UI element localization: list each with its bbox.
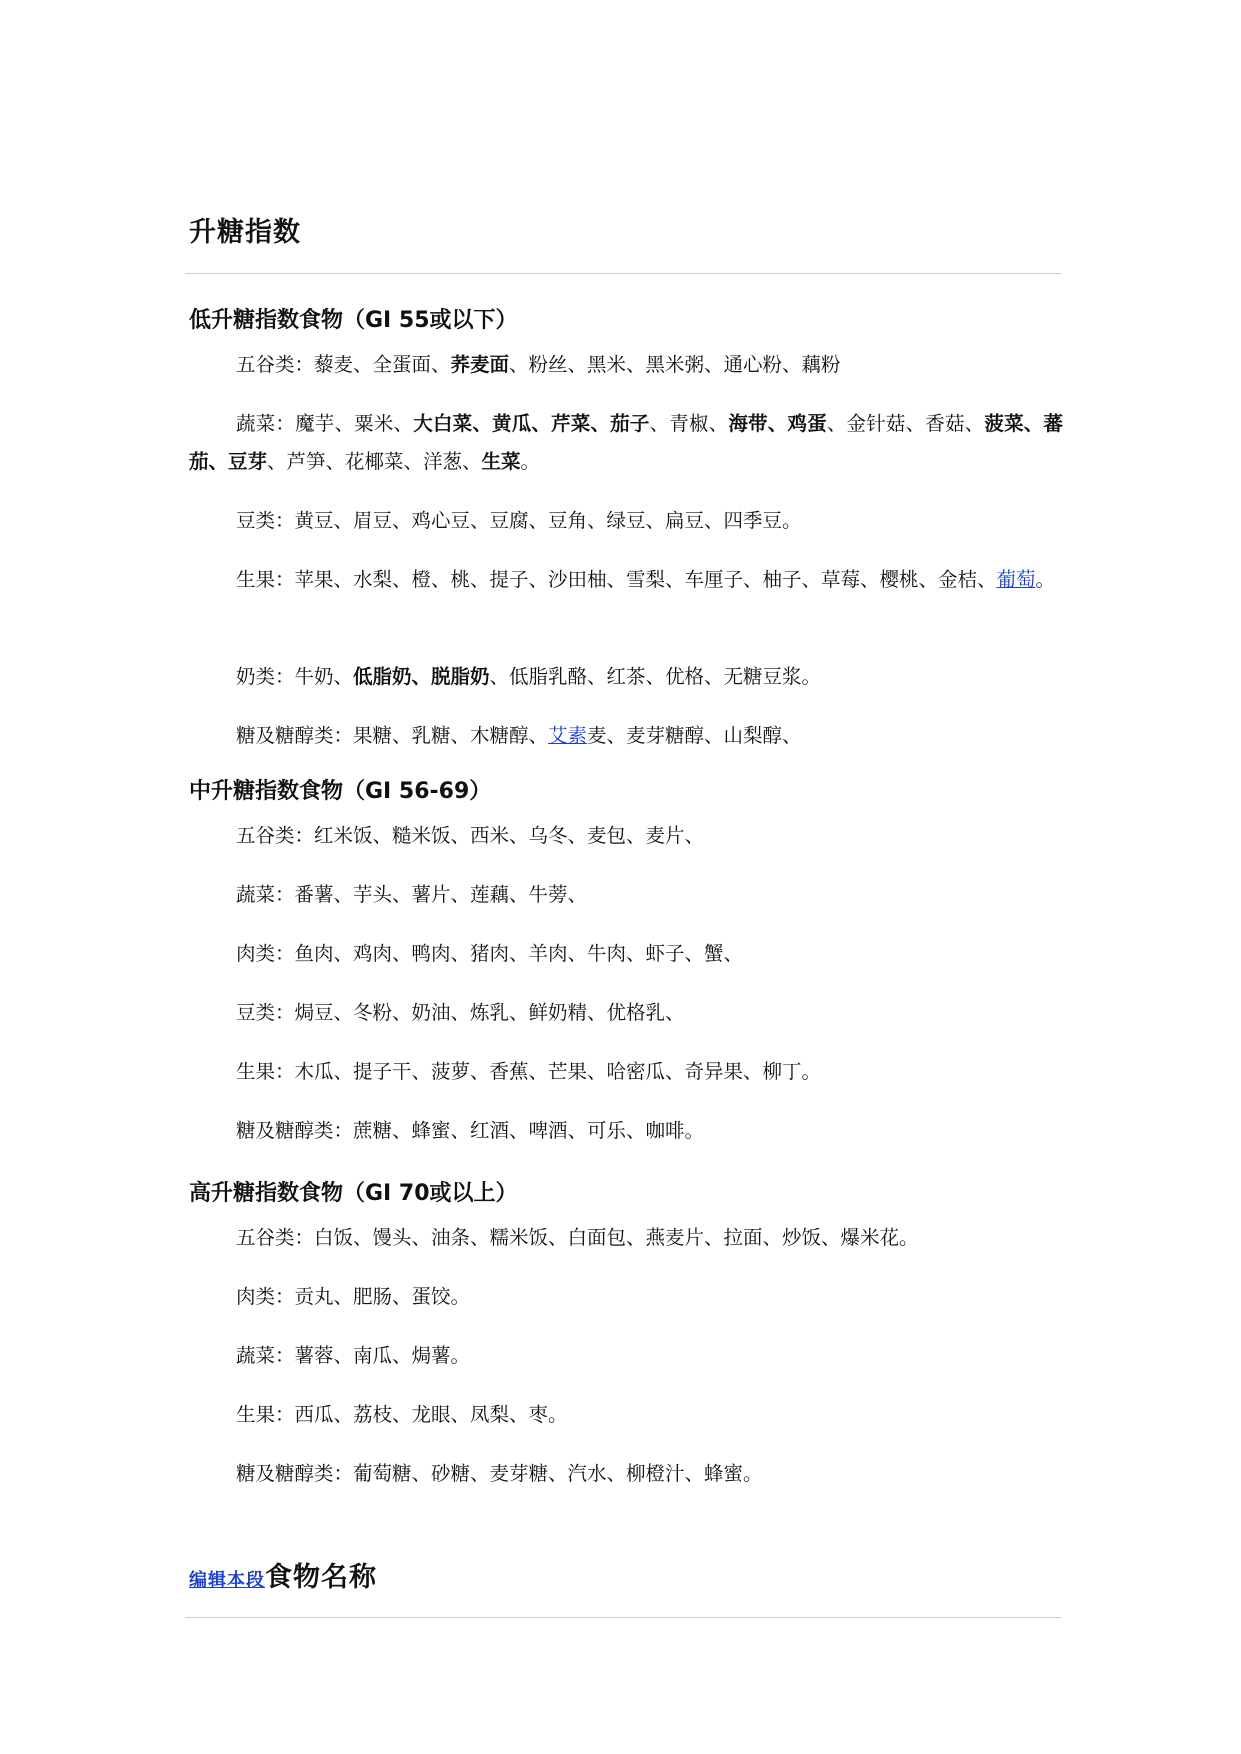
low-fruit-text-1: 生果：苹果、水梨、橙、桃、提子、沙田柚、雪梨、车厘子、柚子、草莓、樱桃、金桔、 <box>236 568 997 591</box>
page-title: 升糖指数 <box>189 217 301 248</box>
title-divider <box>185 273 1061 274</box>
low-dairy-paragraph <box>189 658 1063 696</box>
low-veg-text-5: 。 <box>520 450 541 473</box>
low-veg-bold-4: 生菜 <box>481 450 521 473</box>
section-title: 食物名称 <box>265 1562 377 1593</box>
low-veg-text-1: 蔬菜：魔芋、粟米、 <box>236 412 414 435</box>
low-dairy-text-1: 奶类：牛奶、 <box>236 665 354 688</box>
low-sugar-text-2: 麦、麦芽糖醇、山梨醇、 <box>587 724 802 747</box>
low-grains-paragraph <box>189 346 1063 384</box>
low-beans-paragraph: 豆类：黄豆、眉豆、鸡心豆、豆腐、豆角、绿豆、扁豆、四季豆。 <box>236 509 802 532</box>
mid-gi-heading: 中升糖指数食物（GI 56-69） <box>189 779 492 804</box>
high-meat-paragraph: 肉类：贡丸、肥肠、蛋饺。 <box>236 1285 471 1308</box>
low-dairy-text-2: 、低脂乳酪、红茶、优格、无糖豆浆。 <box>489 665 822 688</box>
mid-grains-paragraph: 五谷类：红米饭、糙米饭、西米、乌冬、麦包、麦片、 <box>236 824 705 847</box>
high-sugar-paragraph: 糖及糖醇类：葡萄糖、砂糖、麦芽糖、汽水、柳橙汁、蜂蜜。 <box>236 1462 763 1485</box>
low-veg-bold-3: 菠菜、蕃茄、豆芽 <box>189 412 1063 473</box>
section-divider <box>185 1617 1061 1618</box>
grape-link[interactable]: 葡萄 <box>996 568 1036 591</box>
high-grains-paragraph: 五谷类：白饭、馒头、油条、糯米饭、白面包、燕麦片、拉面、炒饭、爆米花。 <box>236 1226 919 1249</box>
low-veg-paragraph <box>189 405 1063 481</box>
low-veg-text-2: 、青椒、 <box>649 412 729 435</box>
low-sugar-paragraph <box>189 717 1063 755</box>
low-grains-bold: 荞麦面 <box>450 353 510 376</box>
low-gi-heading: 低升糖指数食物（GI 55或以下） <box>189 308 518 333</box>
mid-fruit-paragraph: 生果：木瓜、提子干、菠萝、香蕉、芒果、哈密瓜、奇异果、柳丁。 <box>236 1060 822 1083</box>
low-fruit-text-2: 。 <box>1035 568 1056 591</box>
mid-beans-paragraph: 豆类：焗豆、冬粉、奶油、炼乳、鲜奶精、优格乳、 <box>236 1001 685 1024</box>
aisu-link[interactable]: 艾素 <box>548 724 588 747</box>
low-fruit-paragraph <box>189 561 1063 599</box>
mid-sugar-paragraph: 糖及糖醇类：蔗糖、蜂蜜、红酒、啤酒、可乐、咖啡。 <box>236 1119 705 1142</box>
low-sugar-text-1: 糖及糖醇类：果糖、乳糖、木糖醇、 <box>236 724 549 747</box>
high-fruit-paragraph: 生果：西瓜、荔枝、龙眼、凤梨、枣。 <box>236 1403 568 1426</box>
mid-veg-paragraph: 蔬菜：番薯、芋头、薯片、莲藕、牛蒡、 <box>236 883 588 906</box>
section-heading-food-names <box>189 1555 377 1594</box>
low-grains-text-1: 五谷类：藜麦、全蛋面、 <box>236 353 451 376</box>
low-grains-text-2: 、粉丝、黑米、黑米粥、通心粉、藕粉 <box>509 353 841 376</box>
low-veg-bold-2: 海带、鸡蛋 <box>728 412 827 435</box>
low-veg-text-4: 、芦笋、花椰菜、洋葱、 <box>267 450 482 473</box>
low-dairy-bold: 低脂奶、脱脂奶 <box>353 665 490 688</box>
low-veg-text-3: 、金针菇、香菇、 <box>826 412 985 435</box>
mid-meat-paragraph: 肉类：鱼肉、鸡肉、鸭肉、猪肉、羊肉、牛肉、虾子、蟹、 <box>236 942 744 965</box>
low-veg-bold-1: 大白菜、黄瓜、芹菜、茄子 <box>413 412 650 435</box>
high-gi-heading: 高升糖指数食物（GI 70或以上） <box>189 1181 518 1206</box>
high-veg-paragraph: 蔬菜：薯蓉、南瓜、焗薯。 <box>236 1344 471 1367</box>
edit-section-link[interactable]: 编辑本段 <box>189 1570 265 1591</box>
